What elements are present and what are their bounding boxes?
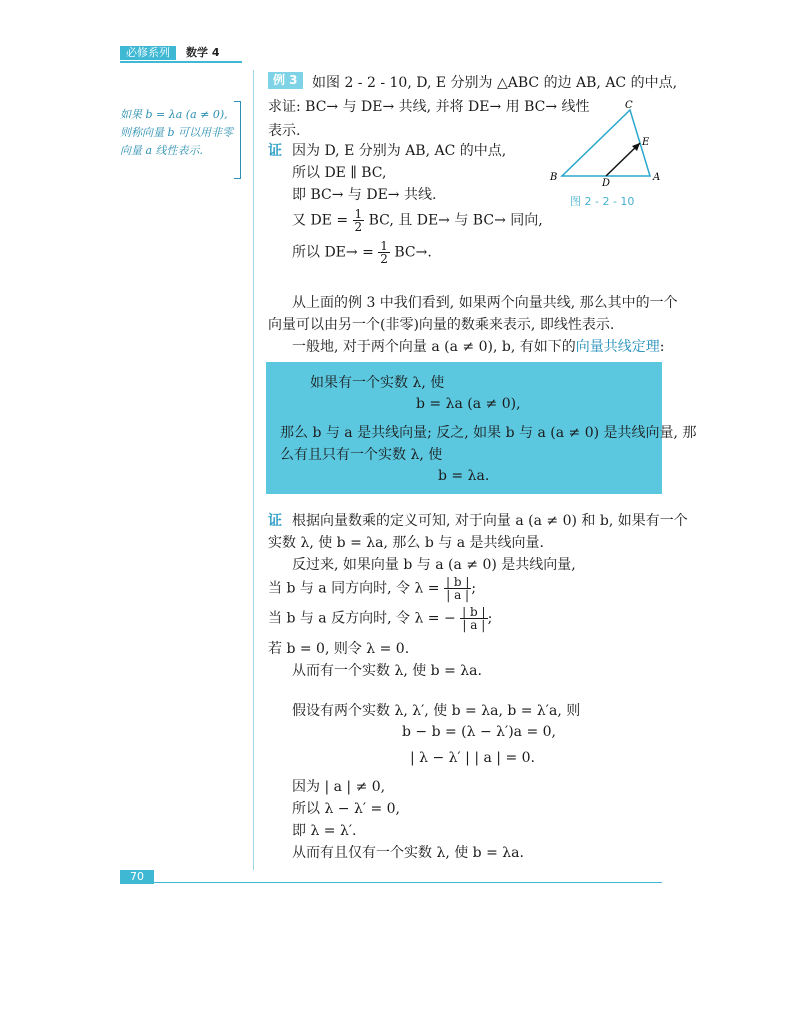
fraction-numerator: 1 [354, 207, 363, 221]
proof-2-line-7: 从而有一个实数 λ, 使 b = λa. [292, 663, 482, 679]
proof-2-line-1: 根据向量数乘的定义可知, 对于向量 a (a ≠ 0) 和 b, 如果有一个 [292, 513, 688, 529]
series-tag: 必修系列 [120, 46, 176, 60]
paragraph-1-line-1: 从上面的例 3 中我们看到, 如果两个向量共线, 那么其中的一个 [292, 295, 678, 311]
paragraph-1-line-2: 向量可以由另一个(非零)向量的数乘来表示, 即线性表示. [268, 317, 615, 333]
theorem-equation-2: b = λa. [438, 468, 490, 484]
theorem-line-3: 么有且只有一个实数 λ, 使 [280, 447, 443, 463]
proof-2-line-5-text: 当 b 与 a 反方向时, 令 λ = − [268, 610, 456, 627]
proof-2-mark: 证 [268, 513, 282, 529]
fraction-denominator: 2 [380, 252, 388, 266]
proof-2-line-3: 反过来, 如果向量 b 与 a (a ≠ 0) 是共线向量, [292, 557, 576, 573]
example-proof-line-5-suffix: BC→. [394, 244, 432, 261]
margin-note: 如果 b = λa (a ≠ 0), 则称向量 b 可以用非零向量 a 线性表示. [120, 108, 234, 157]
proof-2-line-8: 假设有两个实数 λ, λ′, 使 b = λa, b = λ′a, 则 [292, 703, 581, 719]
example-tag: 例 3 [268, 72, 303, 89]
margin-bracket [234, 101, 241, 179]
example-statement-line-3: 表示. [268, 123, 301, 139]
fraction-b-over-a-neg [460, 606, 487, 631]
figure-caption: 图 2 - 2 - 10 [570, 195, 635, 208]
label-e: E [642, 137, 650, 148]
proof-2-line-4-text: 当 b 与 a 同方向时, 令 λ = [268, 580, 440, 597]
fraction-numerator: 1 [380, 239, 388, 253]
proof-2-line-9: b − b = (λ − λ′)a = 0, [402, 724, 556, 740]
fraction-denominator: | a | [462, 618, 486, 632]
proof-2-line-14: 从而有且仅有一个实数 λ, 使 b = λa. [292, 845, 524, 861]
paragraph-2-text: 一般地, 对于两个向量 a (a ≠ 0), b, 有如下的 [292, 339, 576, 355]
fraction-denominator: 2 [354, 220, 363, 234]
margin-divider [253, 70, 254, 870]
triangle-abc [562, 110, 650, 176]
book-title: 数学 4 [186, 46, 220, 59]
proof-2-line-11: 因为 | a | ≠ 0, [292, 779, 386, 795]
page-number: 70 [120, 870, 154, 884]
triangle-figure [540, 96, 670, 188]
fraction-denominator: | a | [446, 588, 470, 602]
theorem-box [266, 362, 697, 494]
proof-2-line-5 [268, 606, 492, 631]
label-a: A [653, 172, 661, 183]
example-proof-line-3: 即 BC→ 与 DE→ 共线. [292, 187, 437, 203]
fraction-numerator: | b | [462, 605, 486, 619]
label-c: C [625, 100, 633, 111]
proof-2-line-12: 所以 λ − λ′ = 0, [292, 801, 400, 817]
proof-2-line-13: 即 λ = λ′. [292, 823, 357, 839]
example-proof-line-5-prefix: 所以 DE→ = [292, 244, 374, 261]
proof-2-line-4-end: ; [471, 580, 477, 597]
label-b: B [550, 172, 558, 183]
paragraph-2-colon: : [659, 339, 665, 355]
example-statement-line-1: 如图 2 - 2 - 10, D, E 分别为 △ABC 的边 AB, AC 的中点, [312, 75, 678, 91]
example-proof-line-5 [292, 240, 432, 265]
theorem-term: 向量共线定理 [575, 339, 660, 355]
paragraph-2 [292, 336, 664, 356]
theorem-equation-1: b = λa (a ≠ 0), [416, 396, 521, 412]
theorem-line-2: 那么 b 与 a 是共线向量; 反之, 如果 b 与 a (a ≠ 0) 是共线向量, 那 [280, 425, 697, 441]
fraction-one-half [353, 208, 365, 233]
proof-2-line-5-end: ; [487, 610, 493, 627]
fraction-numerator: | b | [445, 575, 470, 589]
example-proof-line-4-suffix: BC, 且 DE→ 与 BC→ 同向, [368, 212, 543, 229]
footer-rule [154, 882, 662, 883]
fraction-one-half-2 [378, 240, 390, 265]
example-statement-line-2: 求证: BC→ 与 DE→ 共线, 并将 DE→ 用 BC→ 线性 [268, 99, 590, 115]
proof-2-line-2: 实数 λ, 使 b = λa, 那么 b 与 a 是共线向量. [268, 535, 544, 551]
theorem-line-1: 如果有一个实数 λ, 使 [310, 375, 445, 391]
header-rule [120, 61, 242, 63]
proof-2-line-4 [268, 576, 476, 601]
example-proof-line-4-prefix: 又 DE = [292, 212, 349, 229]
proof-2-line-6: 若 b = 0, 则令 λ = 0. [268, 641, 410, 657]
example-proof-line-4 [292, 208, 543, 233]
label-d: D [602, 178, 611, 188]
example-proof-line-2: 所以 DE ∥ BC, [292, 165, 387, 181]
fraction-b-over-a [444, 576, 471, 601]
proof-mark: 证 [268, 143, 282, 159]
example-proof-line-1: 因为 D, E 分别为 AB, AC 的中点, [292, 143, 507, 159]
proof-2-line-10: | λ − λ′ | | a | = 0. [410, 750, 536, 766]
